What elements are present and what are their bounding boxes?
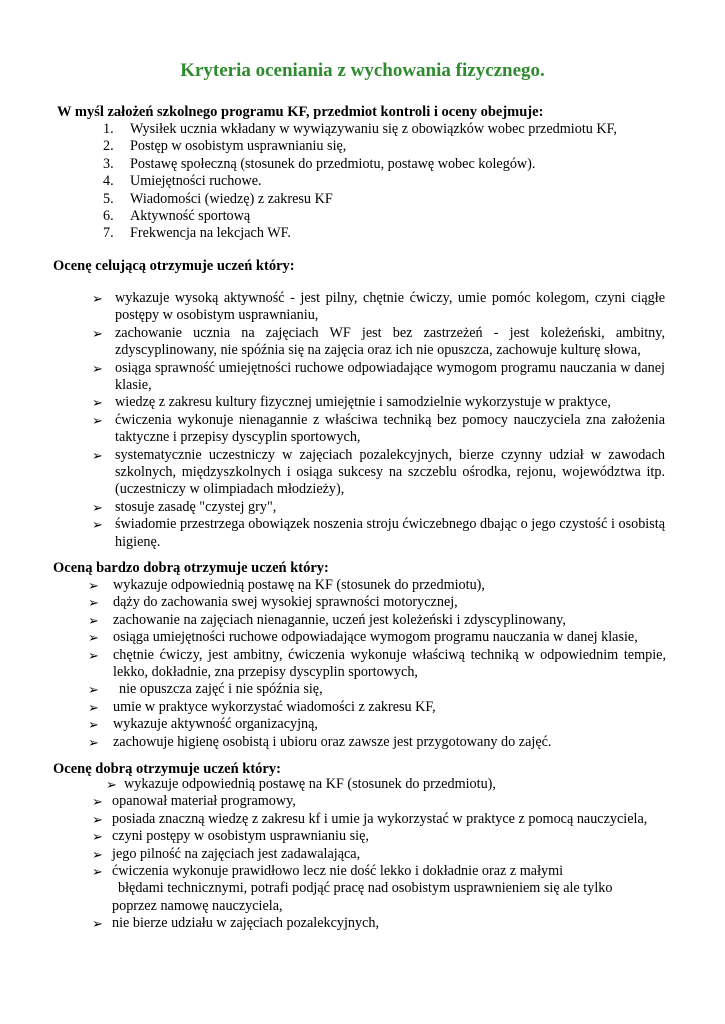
list-item: ➢ nie opuszcza zajęć i nie spóźnia się, (88, 681, 323, 698)
list-item: 7. Frekwencja na lekcjach WF. (103, 225, 291, 242)
list-item: ➢ czyni postępy w osobistym usprawnianiu się, (92, 828, 369, 845)
section-heading-celujaca: Ocenę celującą otrzymuje uczeń który: (53, 258, 295, 274)
arrow-bullet-icon: ➢ (88, 717, 99, 733)
list-item: 2. Postęp w osobistym usprawnianiu się, (103, 138, 347, 155)
list-item: ➢ osiąga umiejętności ruchowe odpowiadające wymogom programu nauczania w danej klasie, (88, 629, 638, 646)
list-item: ➢ wykazuje wysoką aktywność - jest pilny, chętnie ćwiczy, umie pomóc kolegom, czyni ciągłe postępy w osobistym usprawnianiu, (92, 290, 665, 324)
list-item: ➢ dąży do zachowania swej wysokiej sprawności motorycznej, (88, 594, 458, 611)
arrow-bullet-icon: ➢ (92, 360, 103, 376)
arrow-bullet-icon: ➢ (92, 794, 103, 810)
arrow-bullet-icon: ➢ (92, 447, 103, 463)
list-item: 1. Wysiłek ucznia wkładany w wywiązywaniu się z obowiązków wobec przedmiotu KF, (103, 121, 617, 137)
list-item: ➢ opanował materiał programowy, (92, 793, 296, 810)
list-item: ➢ wykazuje odpowiednią postawę na KF (stosunek do przedmiotu), (106, 776, 496, 792)
arrow-bullet-icon: ➢ (92, 916, 103, 932)
document-title: Kryteria oceniania z wychowania fizycznego. (180, 60, 545, 81)
list-item: ➢ zachowanie na zajęciach nienagannie, uczeń jest koleżeński i zdyscyplinowany, (88, 611, 566, 628)
arrow-bullet-icon: ➢ (88, 595, 99, 611)
list-item: ➢ posiada znaczną wiedzę z zakresu kf i umie ja wykorzystać w praktyce z pomocą nauczyciela, (92, 810, 648, 827)
arrow-bullet-icon: ➢ (92, 325, 103, 341)
list-item: ➢ zachowuje higienę osobistą i ubioru oraz zawsze jest przygotowany do zajęć. (88, 733, 552, 750)
arrow-bullet-icon: ➢ (92, 412, 103, 428)
criteria-list (103, 121, 617, 243)
arrow-bullet-icon: ➢ (106, 777, 117, 792)
list-bardzo-dobra (88, 577, 666, 751)
list-item: ➢ wykazuje aktywność organizacyjną, (88, 716, 318, 733)
list-item: 6. Aktywność sportową (103, 208, 251, 225)
arrow-bullet-icon: ➢ (92, 517, 103, 533)
arrow-bullet-icon: ➢ (92, 291, 103, 306)
list-item: ➢ zachowanie ucznia na zajęciach WF jest bez zastrzeżeń - jest koleżeński, ambitny, zdyscyplinowany, nie spóźnia się na zajęcia oraz ich nie opuszcza, zachowuje kulturę słowa, (92, 324, 665, 359)
arrow-bullet-icon: ➢ (88, 612, 99, 628)
list-item: ➢ stosuje zasadę "czystej gry", (92, 498, 277, 515)
list-celujaca (92, 290, 665, 551)
arrow-bullet-icon: ➢ (88, 630, 99, 646)
list-item: ➢ ćwiczenia wykonuje prawidłowo lecz nie dość lekko i dokładnie oraz z małymi błędami technicznymi, potrafi podjąć pracę nad osobistym usprawnieniem się ale tylko poprzez namowę nauczyciela, (92, 863, 613, 914)
list-dobra (92, 776, 667, 933)
arrow-bullet-icon: ➢ (92, 395, 103, 411)
arrow-bullet-icon: ➢ (92, 811, 103, 827)
arrow-bullet-icon: ➢ (88, 699, 99, 715)
list-item: ➢ wykazuje odpowiednią postawę na KF (stosunek do przedmiotu), (88, 577, 485, 593)
arrow-bullet-icon: ➢ (88, 578, 99, 593)
list-item: ➢ umie w praktyce wykorzystać wiadomości z zakresu KF, (88, 698, 436, 715)
list-item: ➢ wiedzę z zakresu kultury fizycznej umiejętnie i samodzielnie wykorzystuje w praktyce, (92, 394, 611, 411)
intro-heading: W myśl założeń szkolnego programu KF, przedmiot kontroli i oceny obejmuje: (57, 104, 544, 120)
section-heading-bardzo-dobra: Oceną bardzo dobrą otrzymuje uczeń który: (53, 560, 329, 576)
list-item: 5. Wiadomości (wiedzę) z zakresu KF (103, 190, 333, 207)
list-item: ➢ osiąga sprawność umiejętności ruchowe odpowiadające wymogom programu nauczania w danej klasie, (92, 359, 665, 394)
list-item: ➢ nie bierze udziału w zajęciach pozalekcyjnych, (92, 915, 380, 932)
list-item: ➢ systematycznie uczestniczy w zajęciach pozalekcyjnych, bierze czynny udział w zawodach szkolnych, międzyszkolnych i osiąga sukcesy na szczeblu ośrodka, rejonu, województwa itp. (uczestniczy w olimpiadach młodzieży), (92, 446, 665, 498)
section-heading-dobra: Ocenę dobrą otrzymuje uczeń który: (53, 761, 281, 777)
arrow-bullet-icon: ➢ (92, 864, 103, 880)
list-item: 4. Umiejętności ruchowe. (103, 173, 262, 190)
arrow-bullet-icon: ➢ (92, 499, 103, 515)
list-item: ➢ świadomie przestrzega obowiązek noszenia stroju ćwiczebnego dbając o jego czystość i osobistą higienę. (92, 516, 665, 550)
list-item: 3. Postawę społeczną (stosunek do przedmiotu, postawę wobec kolegów). (103, 155, 536, 172)
arrow-bullet-icon: ➢ (92, 829, 103, 845)
list-item: ➢ chętnie ćwiczy, jest ambitny, ćwiczenia wykonuje właściwą techniką w odpowiednim tempie, lekko, dokładnie, zna przepisy dyscyplin sportowych, (88, 646, 666, 681)
arrow-bullet-icon: ➢ (92, 846, 103, 862)
list-item: ➢ ćwiczenia wykonuje nienagannie z właściwa techniką bez pomocy nauczyciela zna założenia taktyczne i przepisy dyscyplin sportowych, (92, 411, 665, 446)
arrow-bullet-icon: ➢ (88, 682, 99, 698)
list-item: ➢ jego pilność na zajęciach jest zadawalająca, (92, 845, 361, 862)
arrow-bullet-icon: ➢ (88, 647, 99, 663)
arrow-bullet-icon: ➢ (88, 734, 99, 750)
